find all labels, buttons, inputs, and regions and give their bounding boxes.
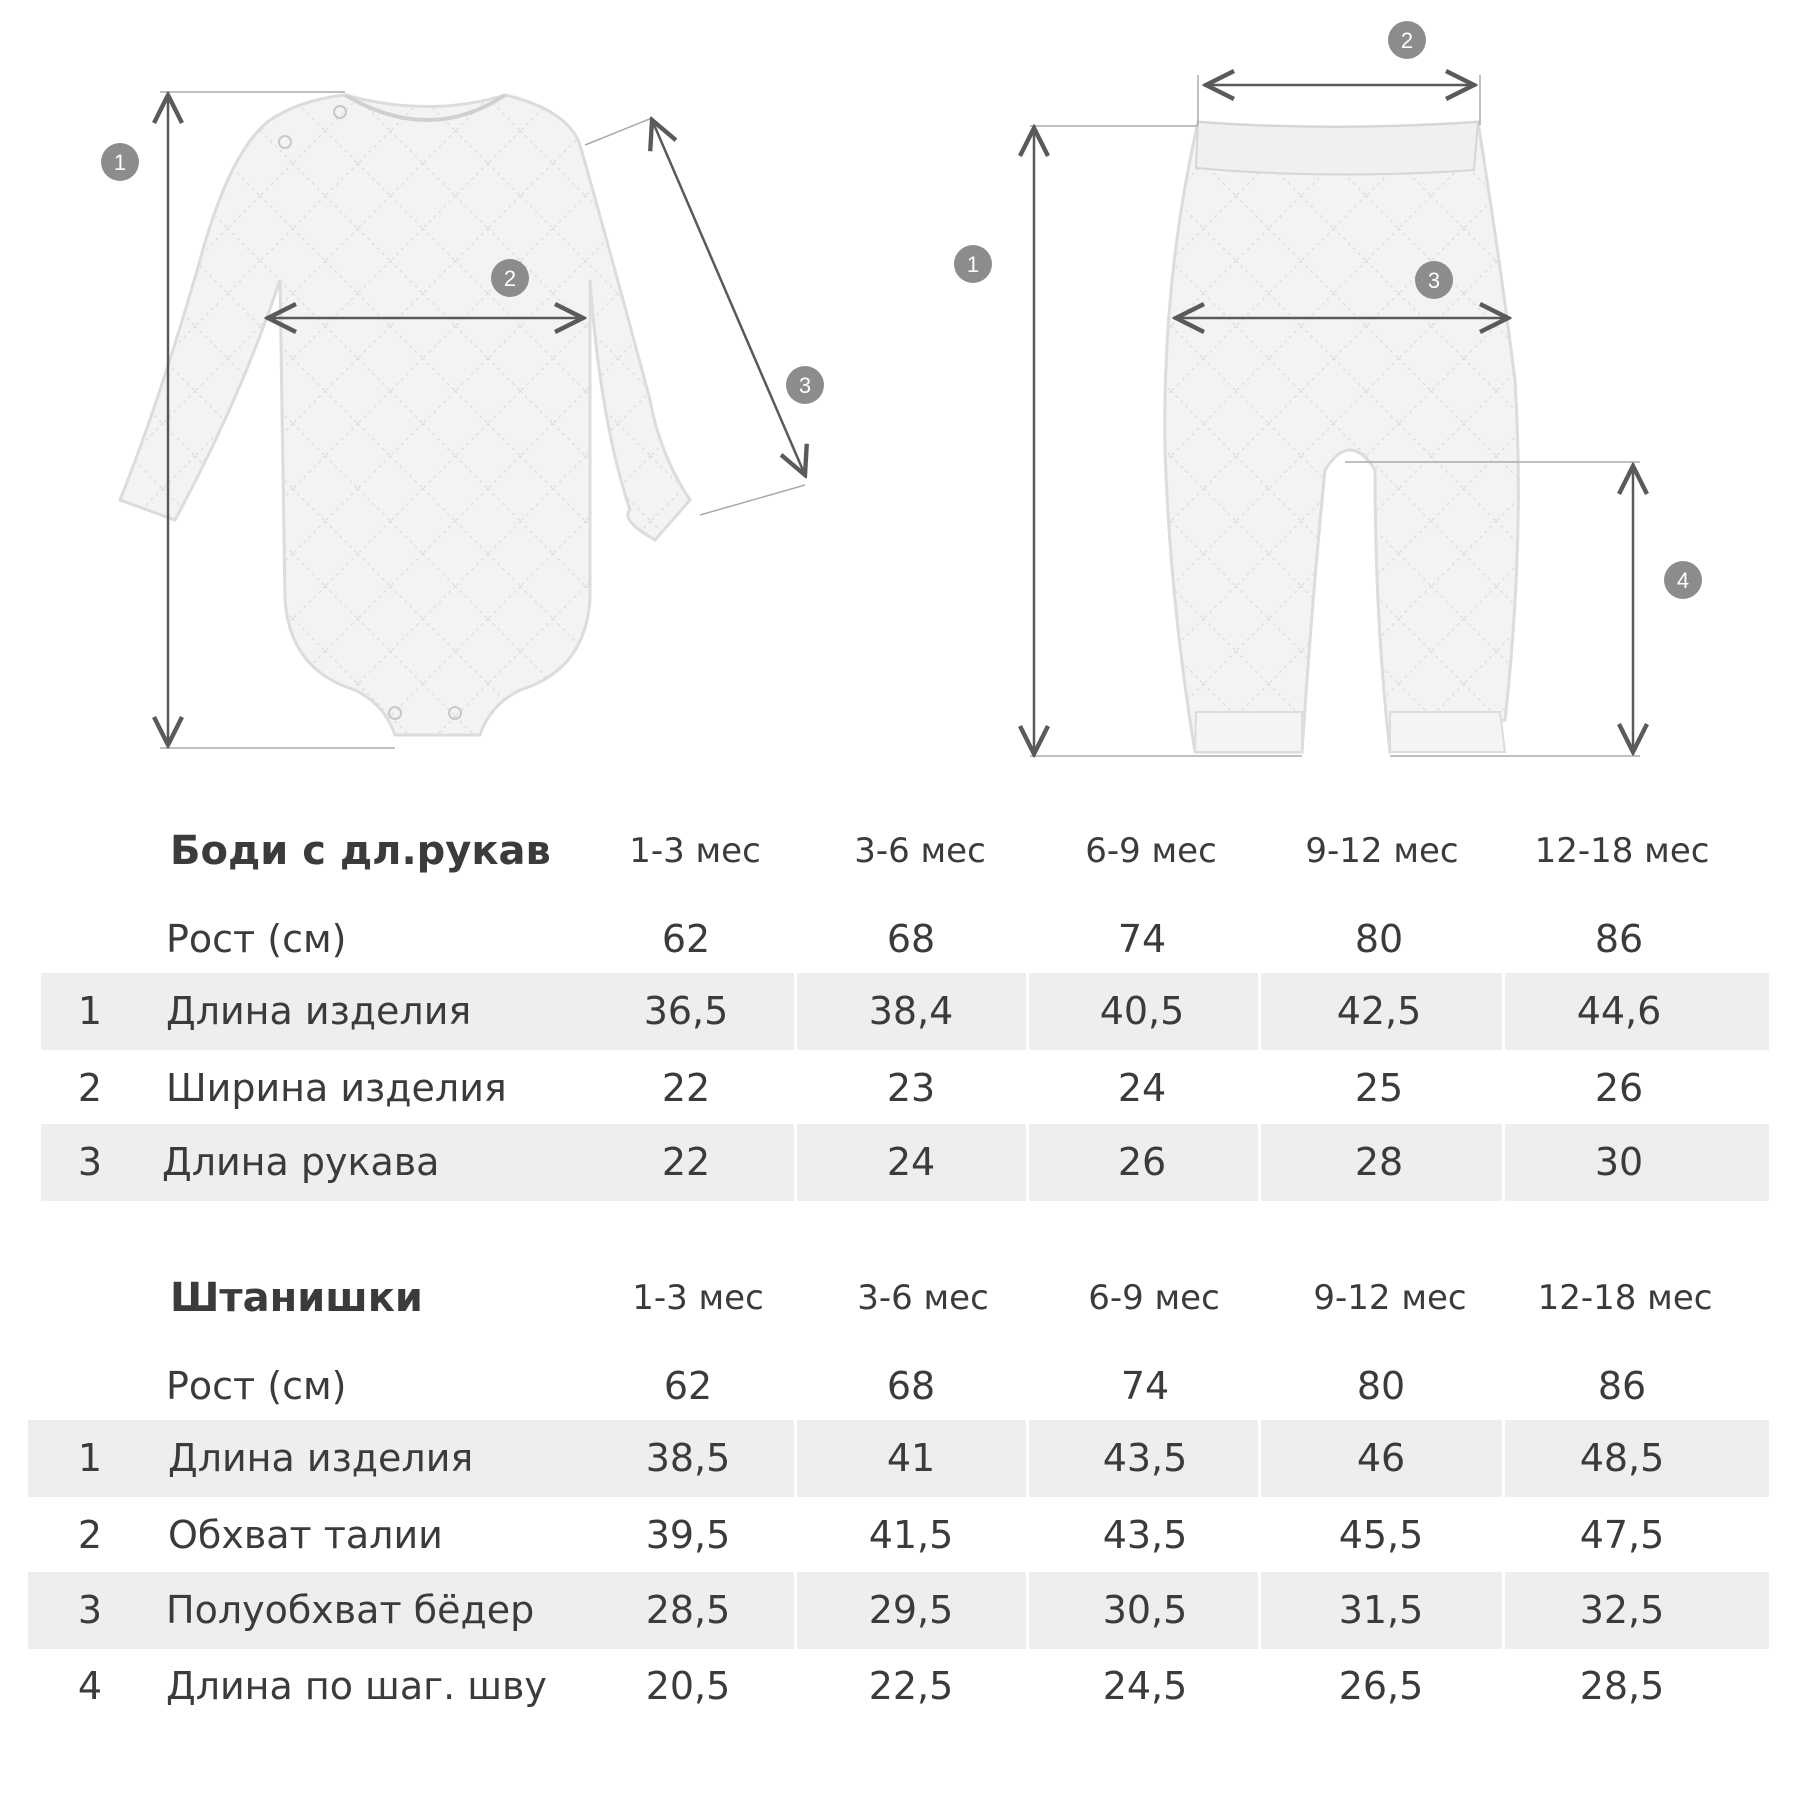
row-value: 41 [886,1436,936,1480]
row-value: 30,5 [1102,1588,1188,1632]
row-number: 2 [77,1066,103,1110]
row-value: 43,5 [1102,1513,1188,1557]
row-value: 40,5 [1099,989,1185,1033]
pants-height-value: 74 [1120,1364,1170,1408]
table-row [0,1648,1800,1725]
pants-size-3: 6-9 мес [1088,1278,1220,1318]
svg-text:4: 4 [1676,568,1690,593]
row-label: Длина изделия [168,1436,474,1480]
bodysuit-badge-2 [491,259,529,297]
row-number: 4 [77,1664,103,1708]
row-value: 45,5 [1338,1513,1424,1557]
row-value: 28 [1354,1140,1404,1184]
row-number: 1 [77,989,103,1033]
svg-text:1: 1 [966,252,980,277]
row-number: 2 [77,1513,103,1557]
pants-size-2: 3-6 мес [857,1278,989,1318]
svg-text:2: 2 [1400,28,1414,53]
row-label: Длина изделия [166,989,472,1033]
pants-size-1: 1-3 мес [632,1278,764,1318]
row-value: 44,6 [1576,989,1662,1033]
row-value: 47,5 [1579,1513,1665,1557]
bodysuit-badge-1 [101,143,139,181]
bodysuit-illustration [120,92,805,748]
bodysuit-sleeve-arrow [652,120,805,475]
bodysuit-height-value: 80 [1354,917,1404,961]
bodysuit-height-label: Рост (см) [166,917,347,961]
row-label: Обхват талии [168,1513,443,1557]
row-number: 3 [77,1140,103,1184]
pants-height-value: 62 [663,1364,713,1408]
pants-header-row [0,1260,1800,1337]
row-value: 22 [661,1140,711,1184]
row-value: 30 [1594,1140,1644,1184]
table-row [0,1050,1800,1127]
row-value: 26,5 [1338,1664,1424,1708]
pants-size-4: 9-12 мес [1313,1278,1467,1318]
bodysuit-table-title: Боди с дл.рукав [170,828,551,874]
row-value: 46 [1356,1436,1406,1480]
table-row [0,973,1800,1050]
pants-badge-3 [1415,261,1453,299]
pants-illustration [1030,75,1640,756]
row-value: 43,5 [1102,1436,1188,1480]
row-value: 41,5 [868,1513,954,1557]
row-value: 39,5 [645,1513,731,1557]
table-row [0,1124,1800,1201]
row-value: 26 [1117,1140,1167,1184]
row-value: 20,5 [645,1664,731,1708]
table-row [0,1497,1800,1574]
row-label: Полуобхват бёдер [166,1588,535,1632]
pants-badge-2 [1388,21,1426,59]
row-value: 28,5 [1579,1664,1665,1708]
pants-shape [1165,122,1519,752]
pants-height-row [0,1348,1800,1425]
row-number: 3 [77,1588,103,1632]
pants-table-title: Штанишки [170,1275,423,1321]
row-value: 24,5 [1102,1664,1188,1708]
row-value: 38,4 [868,989,954,1033]
row-value: 26 [1594,1066,1644,1110]
row-label: Ширина изделия [166,1066,507,1110]
bodysuit-height-value: 86 [1594,917,1644,961]
row-value: 42,5 [1336,989,1422,1033]
bodysuit-height-row [0,901,1800,978]
row-value: 29,5 [868,1588,954,1632]
bodysuit-height-value: 74 [1117,917,1167,961]
bodysuit-height-value: 68 [886,917,936,961]
pants-badge-1 [954,245,992,283]
bodysuit-size-3: 6-9 мес [1085,831,1217,871]
bodysuit-header-row [0,813,1800,890]
bodysuit-size-1: 1-3 мес [629,831,761,871]
row-value: 25 [1354,1066,1404,1110]
pants-height-value: 68 [886,1364,936,1408]
row-value: 22 [661,1066,711,1110]
row-number: 1 [77,1436,103,1480]
svg-text:3: 3 [1427,268,1441,293]
bodysuit-size-5: 12-18 мес [1534,831,1710,871]
row-value: 24 [886,1140,936,1184]
row-label: Длина рукава [162,1140,440,1184]
row-value: 38,5 [645,1436,731,1480]
svg-text:3: 3 [798,373,812,398]
pants-height-value: 80 [1356,1364,1406,1408]
svg-text:1: 1 [113,150,127,175]
pants-size-5: 12-18 мес [1537,1278,1713,1318]
row-value: 24 [1117,1066,1167,1110]
garment-illustrations [0,0,1800,780]
row-value: 28,5 [645,1588,731,1632]
table-row [0,1420,1800,1497]
bodysuit-size-4: 9-12 мес [1305,831,1459,871]
bodysuit-shape [120,95,690,735]
bodysuit-badge-3 [786,366,824,404]
bodysuit-height-value: 62 [661,917,711,961]
bodysuit-size-2: 3-6 мес [854,831,986,871]
row-value: 22,5 [868,1664,954,1708]
pants-badge-4 [1664,561,1702,599]
row-value: 36,5 [643,989,729,1033]
row-value: 23 [886,1066,936,1110]
svg-text:2: 2 [503,266,517,291]
row-value: 48,5 [1579,1436,1665,1480]
table-row [0,1572,1800,1649]
pants-height-label: Рост (см) [166,1364,347,1408]
row-label: Длина по шаг. шву [166,1664,547,1708]
row-value: 32,5 [1579,1588,1665,1632]
pants-height-value: 86 [1597,1364,1647,1408]
row-value: 31,5 [1338,1588,1424,1632]
